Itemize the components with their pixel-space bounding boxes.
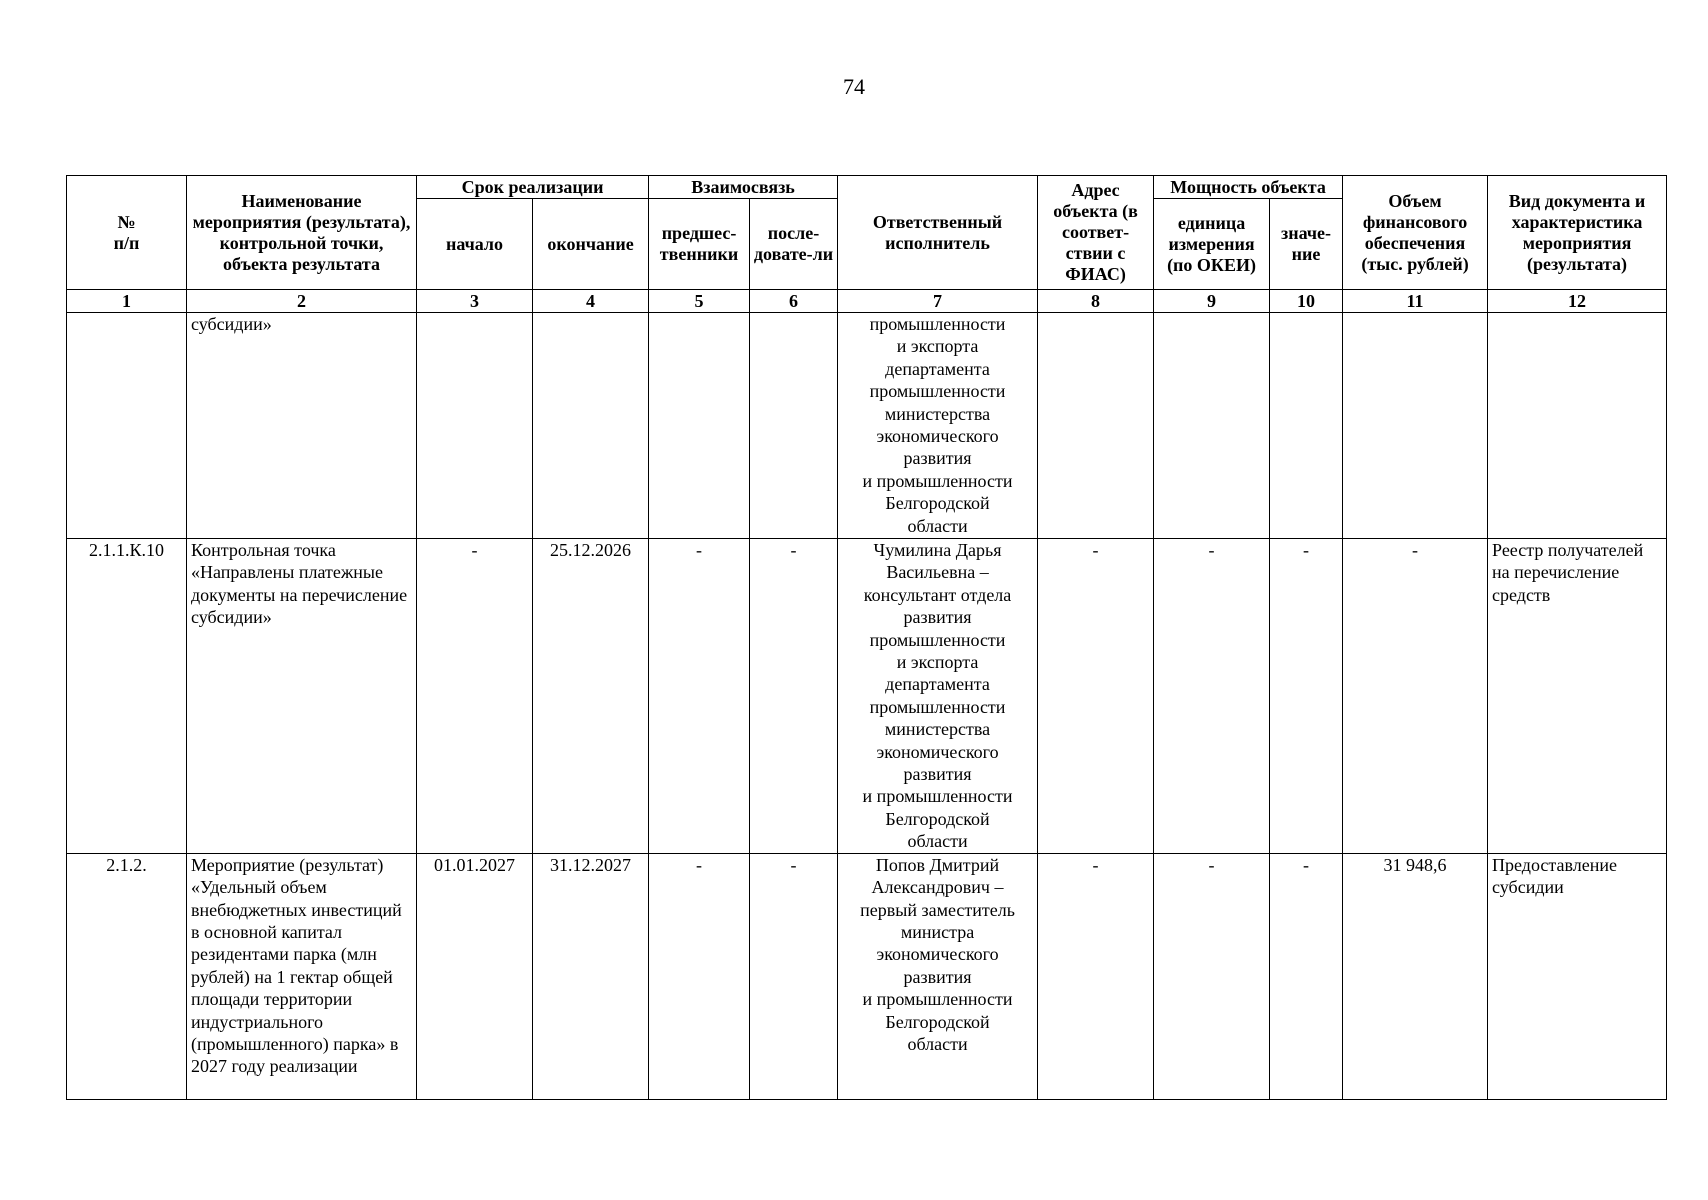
cell-name: Контрольная точка «Направлены платежные документы на перечисление субсидии» bbox=[187, 539, 417, 854]
header-capacity: Мощность объекта bbox=[1154, 176, 1343, 199]
cell-unit bbox=[1154, 313, 1270, 539]
column-number: 3 bbox=[417, 290, 533, 313]
cell-prev bbox=[649, 313, 750, 539]
header-name: Наименование мероприятия (результата), контрольной точки, объекта результата bbox=[187, 176, 417, 290]
header-doc: Вид документа и характеристика мероприятия (результата) bbox=[1488, 176, 1667, 290]
column-number: 12 bbox=[1488, 290, 1667, 313]
cell-start: - bbox=[417, 539, 533, 854]
table-row bbox=[67, 853, 1667, 1099]
cell-doc: Реестр получателей на перечисление средств bbox=[1488, 539, 1667, 854]
header-link: Взаимосвязь bbox=[649, 176, 838, 199]
cell-name: Мероприятие (результат) «Удельный объем внебюджетных инвестиций в основной капитал резидентами парка (млн рублей) на 1 гектар общей площади территории индустриального (промышленного) парка» в 2027 году реализации bbox=[187, 853, 417, 1099]
column-number: 7 bbox=[838, 290, 1038, 313]
cell-address: - bbox=[1038, 853, 1154, 1099]
header-link-prev: предшес-твенники bbox=[649, 199, 750, 290]
cell-next: - bbox=[750, 539, 838, 854]
column-number: 10 bbox=[1270, 290, 1343, 313]
cell-end bbox=[533, 313, 649, 539]
column-number: 2 bbox=[187, 290, 417, 313]
cell-prev: - bbox=[649, 539, 750, 854]
cell-unit: - bbox=[1154, 539, 1270, 854]
cell-unit: - bbox=[1154, 853, 1270, 1099]
cell-responsible: Чумилина Дарья Васильевна – консультант отдела развития промышленности и экспорта департамента промышленности министерства экономического развития и промышленности Белгородской области bbox=[838, 539, 1038, 854]
header-capacity-value: значе-ние bbox=[1270, 199, 1343, 290]
header-address: Адрес объекта (в соответ-ствии с ФИАС) bbox=[1038, 176, 1154, 290]
column-number: 9 bbox=[1154, 290, 1270, 313]
cell-next bbox=[750, 313, 838, 539]
cell-no: 2.1.1.К.10 bbox=[67, 539, 187, 854]
table-row bbox=[67, 539, 1667, 854]
column-number: 4 bbox=[533, 290, 649, 313]
column-number: 8 bbox=[1038, 290, 1154, 313]
cell-doc: Предоставление субсидии bbox=[1488, 853, 1667, 1099]
cell-responsible: Попов Дмитрий Александрович – первый заместитель министра экономического развития и промышленности Белгородской области bbox=[838, 853, 1038, 1099]
cell-no: 2.1.2. bbox=[67, 853, 187, 1099]
cell-value bbox=[1270, 313, 1343, 539]
header-no: № п/п bbox=[67, 176, 187, 290]
column-number: 11 bbox=[1343, 290, 1488, 313]
column-numbers-row bbox=[67, 290, 1667, 313]
page-number: 74 bbox=[843, 74, 865, 99]
events-table bbox=[66, 175, 1667, 1100]
header-responsible: Ответственный исполнитель bbox=[838, 176, 1038, 290]
header-term: Срок реализации bbox=[417, 176, 649, 199]
cell-responsible: промышленности и экспорта департамента промышленности министерства экономического развития и промышленности Белгородской области bbox=[838, 313, 1038, 539]
table-row bbox=[67, 313, 1667, 539]
cell-finance bbox=[1343, 313, 1488, 539]
cell-next: - bbox=[750, 853, 838, 1099]
header-term-end: окончание bbox=[533, 199, 649, 290]
cell-finance: - bbox=[1343, 539, 1488, 854]
cell-finance: 31 948,6 bbox=[1343, 853, 1488, 1099]
header-term-start: начало bbox=[417, 199, 533, 290]
column-number: 6 bbox=[750, 290, 838, 313]
cell-end: 31.12.2027 bbox=[533, 853, 649, 1099]
cell-prev: - bbox=[649, 853, 750, 1099]
cell-address bbox=[1038, 313, 1154, 539]
column-number: 1 bbox=[67, 290, 187, 313]
header-capacity-unit: единица измерения (по ОКЕИ) bbox=[1154, 199, 1270, 290]
header-link-next: после-довате-ли bbox=[750, 199, 838, 290]
cell-value: - bbox=[1270, 539, 1343, 854]
column-number: 5 bbox=[649, 290, 750, 313]
cell-end: 25.12.2026 bbox=[533, 539, 649, 854]
cell-name: субсидии» bbox=[187, 313, 417, 539]
cell-address: - bbox=[1038, 539, 1154, 854]
cell-no bbox=[67, 313, 187, 539]
cell-start: 01.01.2027 bbox=[417, 853, 533, 1099]
header-finance: Объем финансового обеспечения (тыс. рублей) bbox=[1343, 176, 1488, 290]
cell-doc bbox=[1488, 313, 1667, 539]
cell-start bbox=[417, 313, 533, 539]
cell-value: - bbox=[1270, 853, 1343, 1099]
